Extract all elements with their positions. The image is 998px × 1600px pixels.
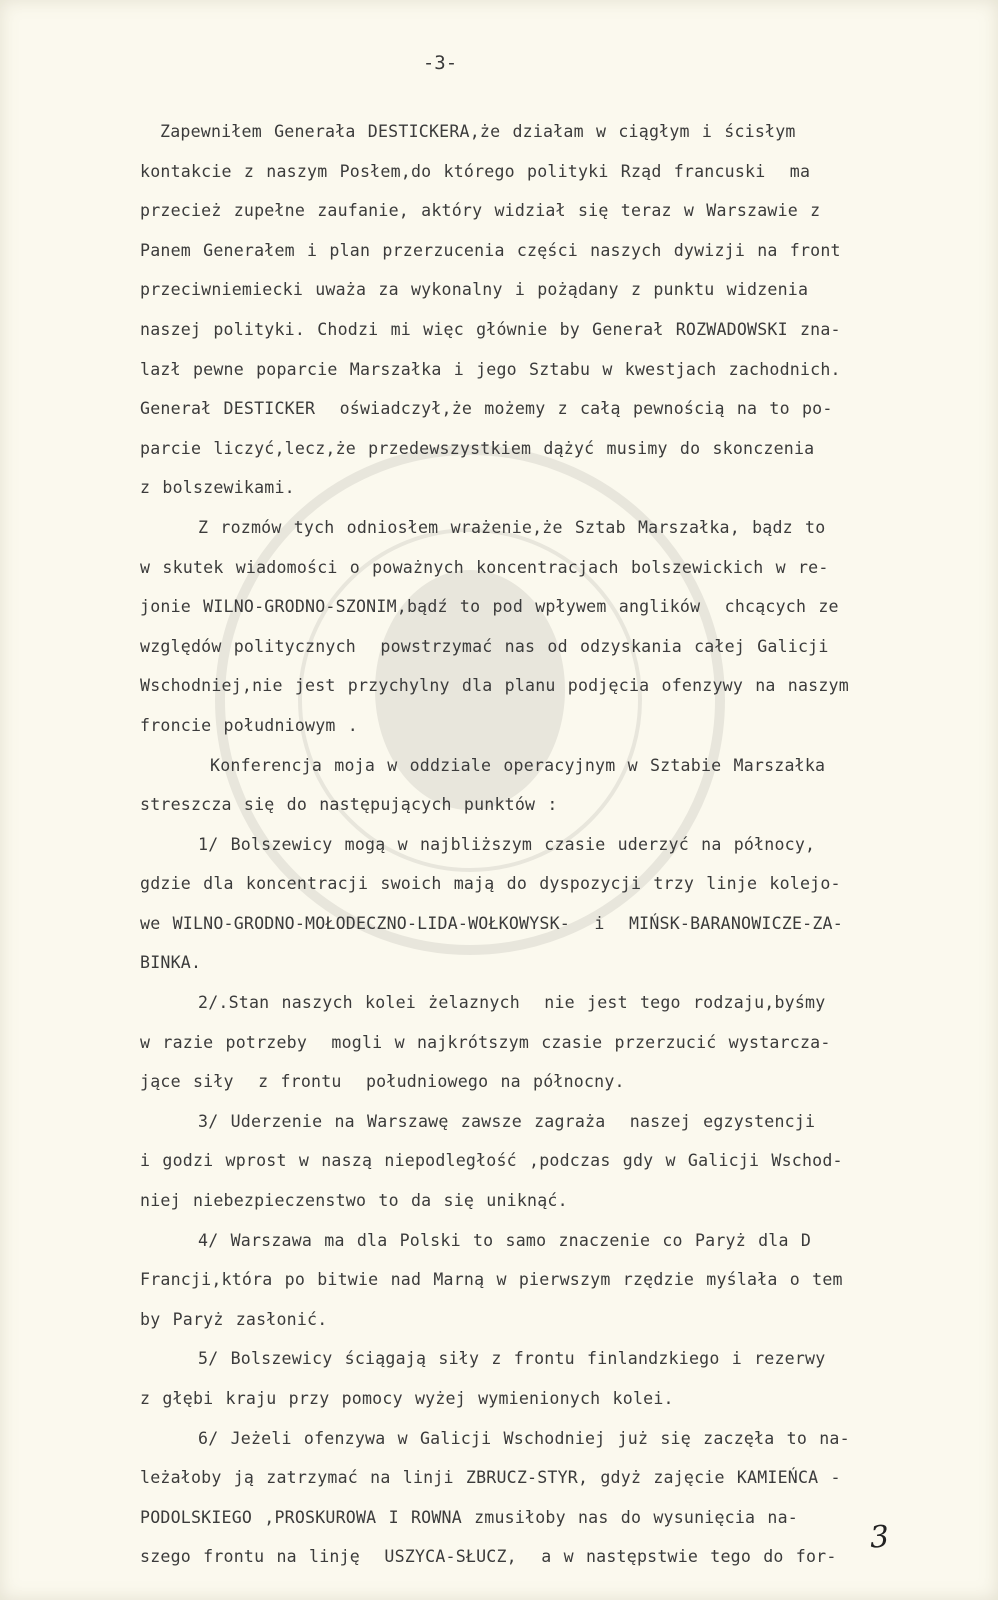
text-line: Francji,która po bitwie nad Marną w pierwszym rzędzie myślała o tem	[140, 1270, 843, 1290]
text-line: leżałoby ją zatrzymać na linji ZBRUCZ-STYR, gdyż zajęcie KAMIEŃCA -	[140, 1468, 841, 1488]
text-line: przeciwniemiecki uważa za wykonalny i pożądany z punktu widzenia	[140, 280, 809, 300]
text-line: 1/ Bolszewicy mogą w najbliższym czasie uderzyć na północy,	[198, 834, 816, 854]
text-line: niej niebezpieczenstwo to da się uniknąć.	[140, 1191, 568, 1211]
text-line: 6/ Jeżeli ofenzywa w Galicji Wschodniej już się zaczęła to na-	[198, 1428, 850, 1448]
text-line: jące siły z frontu południowego na północny.	[140, 1072, 625, 1092]
text-line: względów politycznych powstrzymać nas od odzyskania całej Galicji	[140, 636, 829, 656]
text-line: 2/.Stan naszych kolei żelaznych nie jest tego rodzaju,byśmy	[198, 993, 826, 1013]
text-line: PODOLSKIEGO ,PROSKUROWA I ROWNA zmusiłoby nas do wysunięcia na-	[140, 1507, 798, 1527]
text-line: gdzie dla koncentracji swoich mają do dyspozycji trzy linje kolejo-	[140, 874, 841, 894]
text-line: Konferencja moja w oddziale operacyjnym w Sztabie Marszałka	[210, 755, 826, 775]
text-line: Zapewniłem Generała DESTICKERA,że działam w ciągłym i ścisłym	[160, 122, 796, 141]
page-number: -3-	[422, 52, 458, 74]
text-line: froncie południowym .	[140, 715, 358, 735]
text-line: jonie WILNO-GRODNO-SZONIM,bądź to pod wpływem anglików chcących ze	[140, 597, 839, 617]
letter-body	[140, 112, 952, 1577]
text-line: we WILNO-GRODNO-MOŁODECZNO-LIDA-WOŁKOWYSK- i MIŃSK-BARANOWICZE-ZA-	[140, 913, 843, 933]
text-line: naszej polityki. Chodzi mi więc głównie by Generał ROZWADOWSKI zna-	[140, 319, 841, 339]
text-line: z głębi kraju przy pomocy wyżej wymienionych kolei.	[140, 1389, 674, 1408]
text-line: by Paryż zasłonić.	[140, 1309, 328, 1329]
text-line: BINKA.	[140, 953, 202, 973]
text-line: Wschodniej,nie jest przychylny dla planu podjęcia ofenzywy na naszym	[140, 676, 849, 696]
handwritten-page-number: 3	[868, 1519, 891, 1556]
text-line: w skutek wiadomości o poważnych koncentracjach bolszewickich w re-	[140, 557, 829, 577]
text-line: szego frontu na linję USZYCA-SŁUCZ, a w następstwie tego do for-	[140, 1547, 837, 1567]
text-line: Generał DESTICKER oświadczył,że możemy z całą pewnością na to po-	[140, 399, 833, 419]
text-line: z bolszewikami.	[140, 478, 295, 498]
text-line: i godzi wprost w naszą niepodległość ,podczas gdy w Galicji Wschod-	[140, 1151, 843, 1171]
text-line: 4/ Warszawa ma dla Polski to samo znaczenie co Paryż dla D	[198, 1230, 812, 1250]
text-line: streszcza się do następujących punktów :	[140, 795, 558, 815]
text-line: lazł pewne poparcie Marszałka i jego Sztabu w kwestjach zachodnich.	[140, 359, 841, 379]
text-line: parcie liczyć,lecz,że przedewszystkiem dążyć musimy do skonczenia	[140, 438, 815, 458]
text-line: Z rozmów tych odniosłem wrażenie,że Sztab Marszałka, bądz to	[198, 517, 826, 537]
text-line: przecież zupełne zaufanie, aktóry widział się teraz w Warszawie z	[140, 201, 821, 221]
text-line: w razie potrzeby mogli w najkrótszym czasie przerzucić wystarcza-	[140, 1032, 831, 1052]
text-line: 5/ Bolszewicy ściągają siły z frontu finlandzkiego i rezerwy	[198, 1349, 826, 1369]
text-line: kontakcie z naszym Posłem,do którego polityki Rząd francuski ma	[140, 161, 811, 181]
text-line: Panem Generałem i plan przerzucenia części naszych dywizji na front	[140, 240, 841, 260]
text-line: 3/ Uderzenie na Warszawę zawsze zagraża naszej egzystencji	[198, 1111, 816, 1131]
